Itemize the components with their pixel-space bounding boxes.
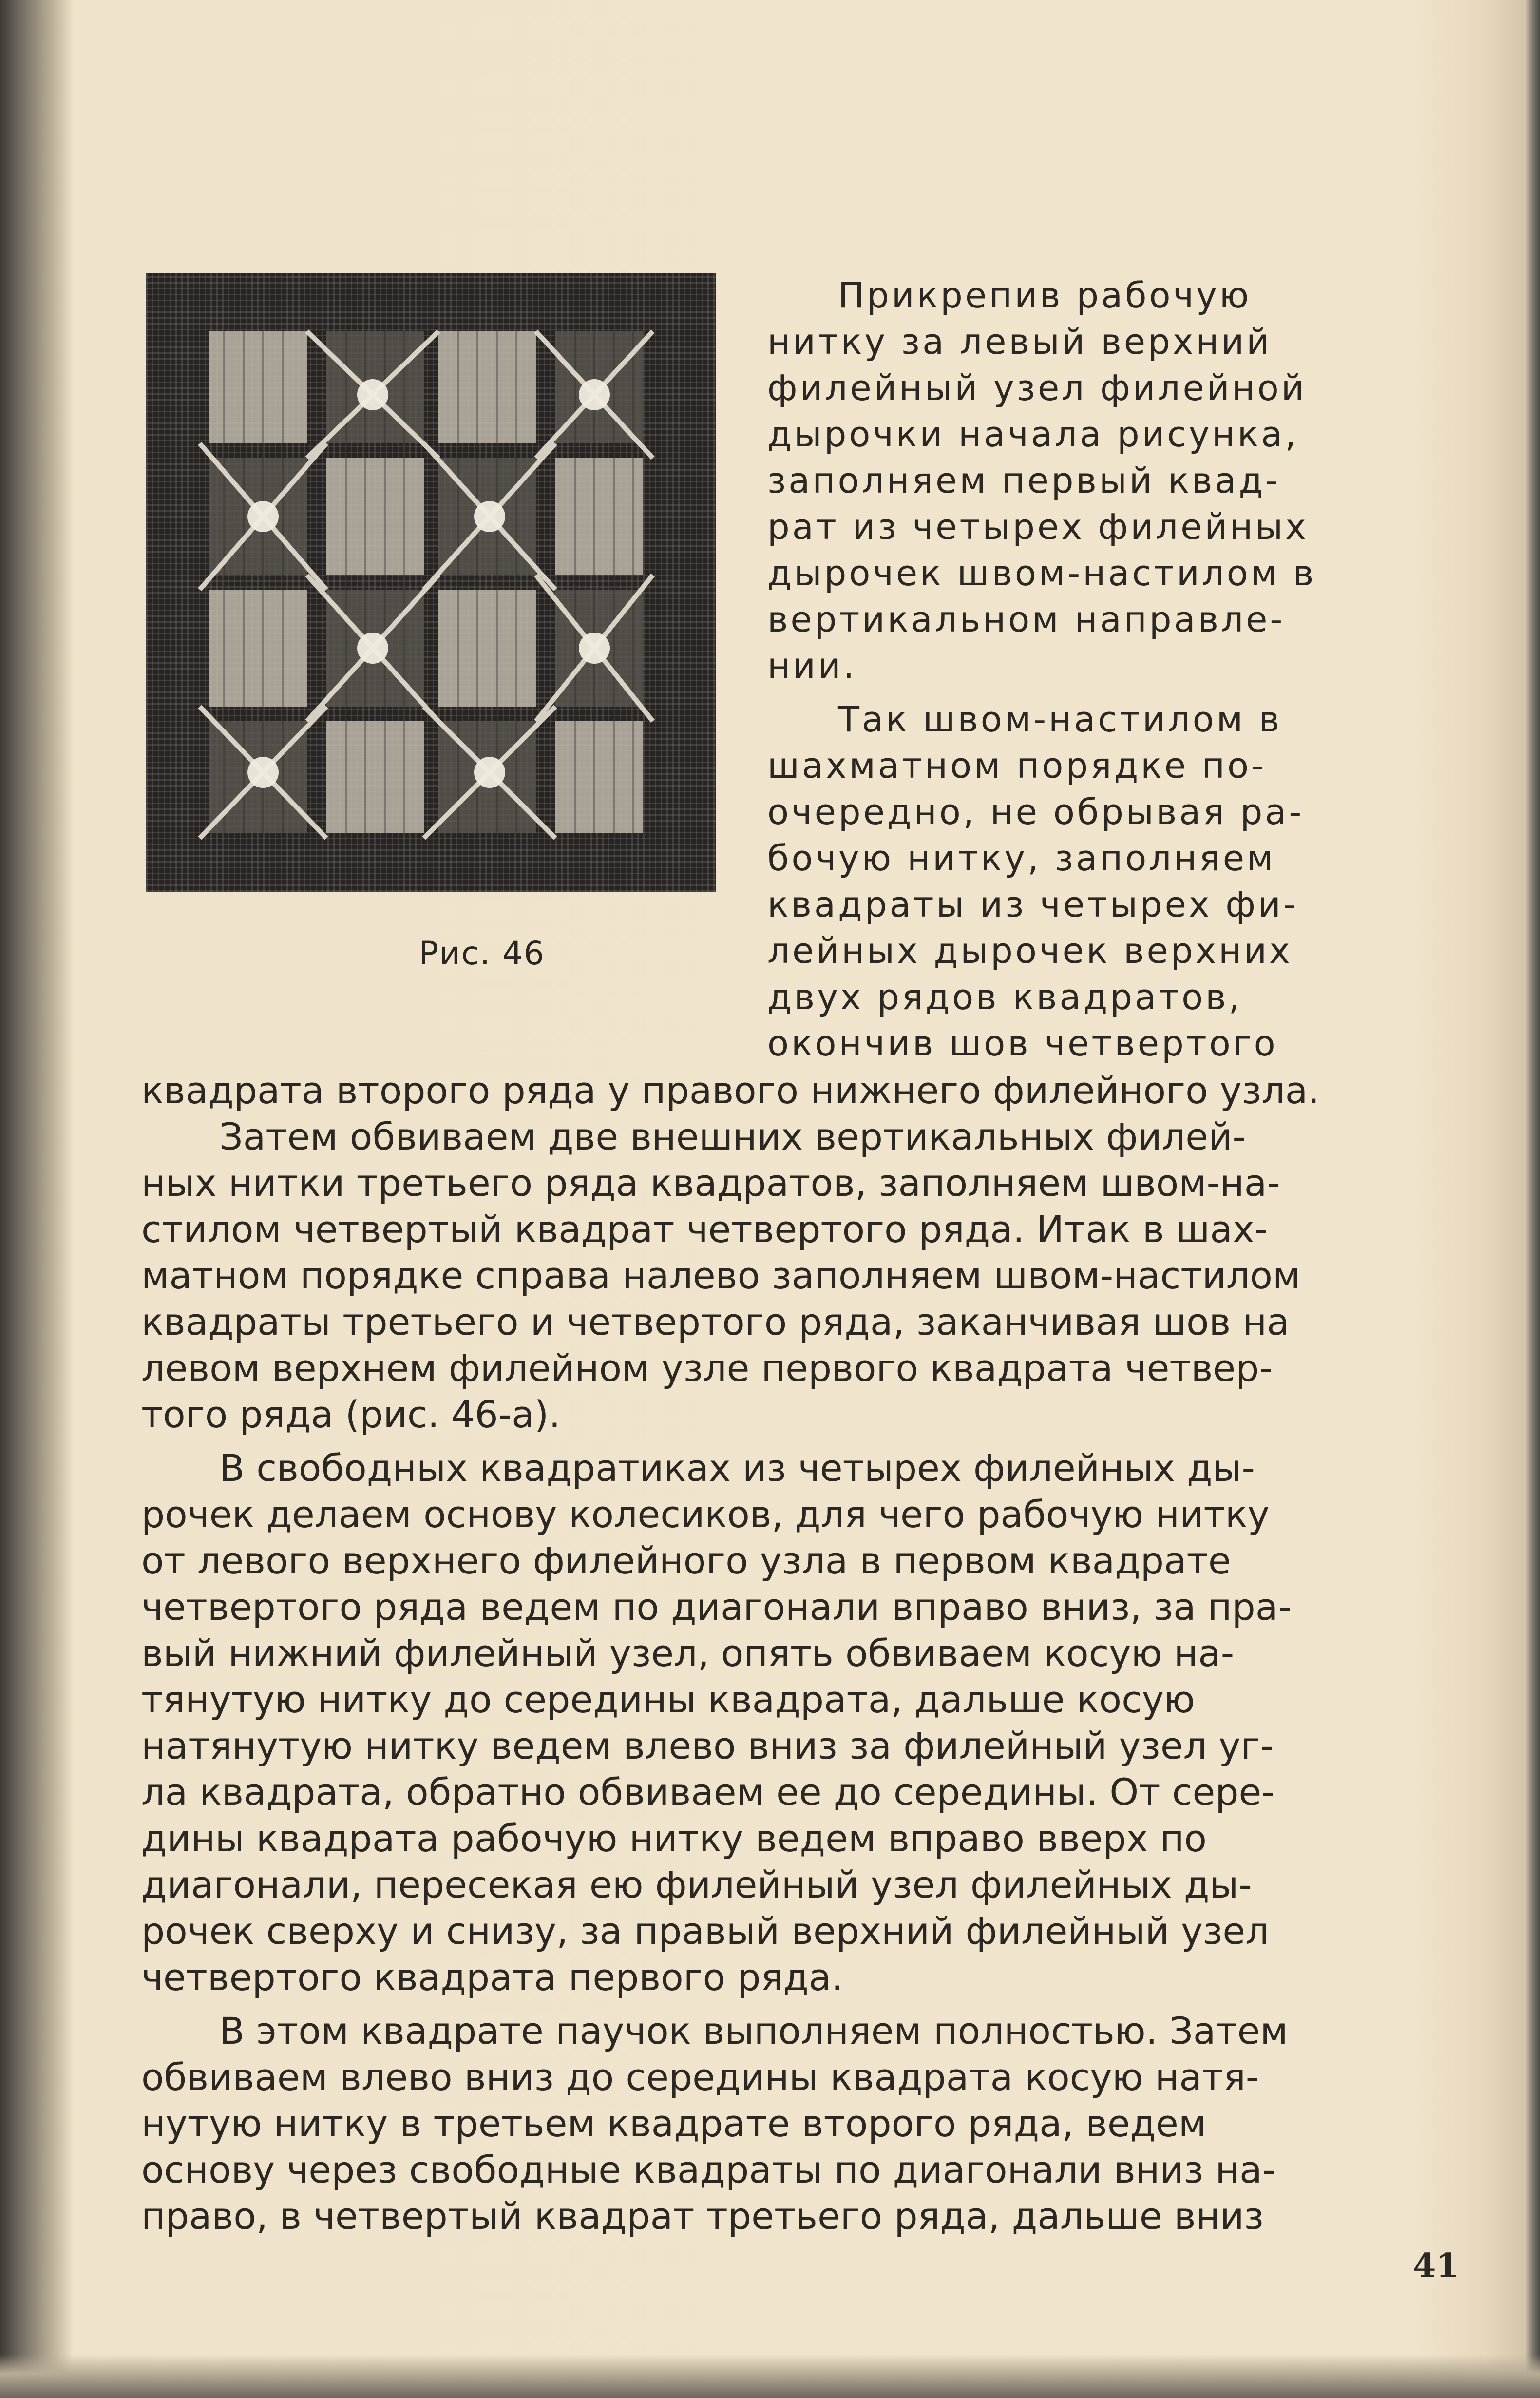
- text-line: дырочки начала рисунка,: [767, 414, 1299, 455]
- text-line: четвертого ряда ведем по диагонали вправо вниз, за пра-: [141, 1585, 1292, 1629]
- text-line: вый нижний филейный узел, опять обвиваем косую на-: [141, 1631, 1235, 1675]
- text-line: квадраты из четырех фи-: [767, 884, 1298, 925]
- text-line: окончив шов четвертого: [767, 1023, 1278, 1064]
- text-line: квадрата второго ряда у правого нижнего филейного узла.: [141, 1069, 1320, 1112]
- text-line: шахматном порядке по-: [767, 745, 1267, 786]
- text-line: дырочек швом-настилом в: [767, 553, 1316, 594]
- text-line: рочек сверху и снизу, за правый верхний филейный узел: [141, 1909, 1269, 1953]
- text-line: стилом четвертый квадрат четвертого ряда. Итак в шах-: [141, 1208, 1268, 1251]
- right-page-edge: [1525, 0, 1540, 2398]
- text-line: матном порядке справа налево заполняем швом-настилом: [141, 1254, 1301, 1297]
- text-line: заполняем первый квад-: [767, 460, 1281, 501]
- text-line: рат из четырех филейных: [767, 506, 1309, 547]
- text-line: филейный узел филейной: [767, 367, 1307, 408]
- text-line: квадраты третьего и четвертого ряда, заканчивая шов на: [141, 1300, 1290, 1343]
- figure-caption: Рис. 46: [419, 935, 545, 972]
- text-line: того ряда (рис. 46-а).: [141, 1393, 561, 1436]
- text-line: нитку за левый верхний: [767, 321, 1272, 362]
- text-line: ла квадрата, обратно обвиваем ее до середины. От сере-: [141, 1770, 1275, 1814]
- embroidery-figure: [146, 273, 716, 892]
- text-line: левом верхнем филейном узле первого квадрата четвер-: [141, 1346, 1273, 1390]
- text-line: право, в четвертый квадрат третьего ряда, дальше вниз: [141, 2194, 1264, 2238]
- text-line: лейных дырочек верхних: [767, 930, 1293, 971]
- embroidery-pattern-image: [146, 273, 716, 892]
- text-line: Так швом-настилом в: [838, 699, 1282, 740]
- text-line: нутую нитку в третьем квадрате второго ряда, ведем: [141, 2102, 1207, 2145]
- text-line: очередно, не обрывая ра-: [767, 791, 1304, 832]
- text-line: обвиваем влево вниз до середины квадрата косую натя-: [141, 2055, 1259, 2099]
- text-line: диагонали, пересекая ею филейный узел филейных ды-: [141, 1863, 1252, 1906]
- text-line: тянутую нитку до середины квадрата, дальше косую: [141, 1678, 1195, 1721]
- text-line: основу через свободные квадраты по диагонали вниз на-: [141, 2148, 1276, 2191]
- text-line: нии.: [767, 645, 857, 686]
- book-spine-shadow: [0, 0, 73, 2398]
- text-line: двух рядов квадратов,: [767, 977, 1242, 1017]
- text-line: дины квадрата рабочую нитку ведем вправо вверх по: [141, 1817, 1207, 1860]
- text-line: натянутую нитку ведем влево вниз за филейный узел уг-: [141, 1724, 1274, 1767]
- text-line: Прикрепив рабочую: [838, 275, 1252, 316]
- text-line: вертикальном направле-: [767, 599, 1285, 640]
- bottom-page-edge: [0, 2354, 1540, 2398]
- text-line: В свободных квадратиках из четырех филейных ды-: [219, 1446, 1255, 1490]
- text-line: бочую нитку, заполняем: [767, 838, 1276, 879]
- text-line: четвертого квадрата первого ряда.: [141, 1956, 843, 1999]
- page-number: 41: [1413, 2246, 1459, 2285]
- text-line: ных нитки третьего ряда квадратов, заполняем швом-на-: [141, 1161, 1280, 1205]
- text-line: от левого верхнего филейного узла в первом квадрате: [141, 1539, 1231, 1582]
- text-line: рочек делаем основу колесиков, для чего рабочую нитку: [141, 1493, 1270, 1536]
- text-line: Затем обвиваем две внешних вертикальных филей-: [219, 1115, 1246, 1158]
- text-line: В этом квадрате паучок выполняем полностью. Затем: [219, 2009, 1288, 2053]
